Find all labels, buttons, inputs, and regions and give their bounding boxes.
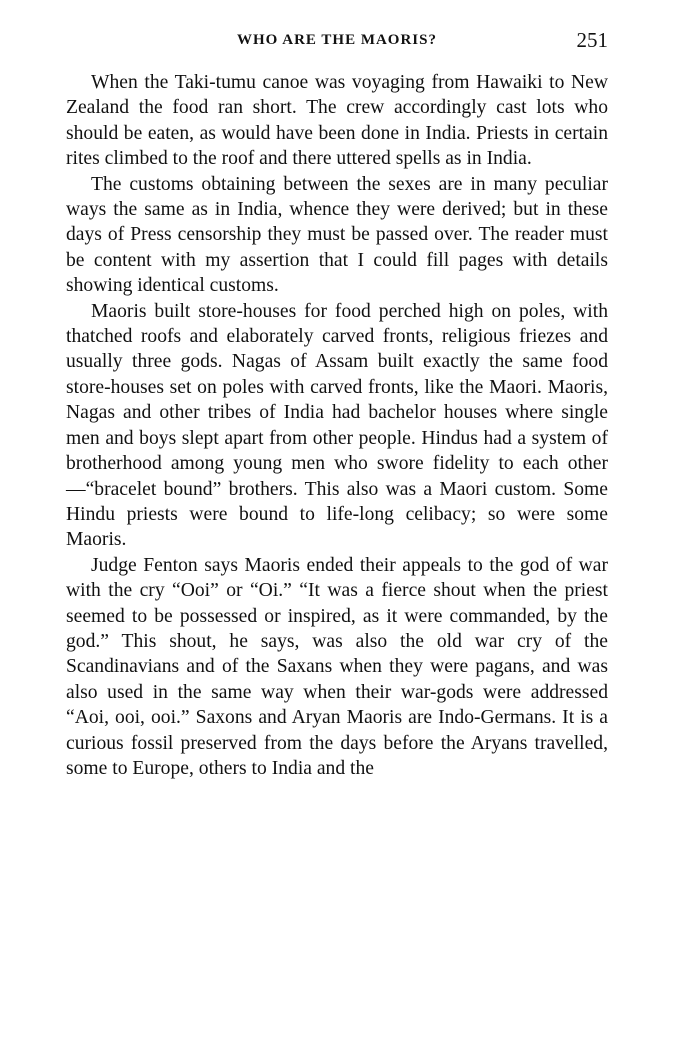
paragraph-taki-tumu: When the Taki-tumu canoe was voyaging from Hawaiki to New Zealand the food ran short. The crew accordingly cast lots who should be eaten, as would have been done in India. Priests in certain rites climbed to the roof and there uttered spells as in India. bbox=[66, 72, 608, 170]
paragraph-customs: The customs obtaining between the sexes are in many peculiar ways the same as in India, whence they were derived; but in these days of Press censorship they must be passed over. The reader must be content with my assertion that I could fill pages with details showing identical customs. bbox=[66, 173, 608, 297]
page-header bbox=[66, 28, 608, 60]
paragraph-war-cry: Judge Fenton says Maoris ended their appeals to the god of war with the cry “Ooi” or “Oi.” “It was a fierce shout when the priest seemed to be possessed or inspired, as it were commanded, by the god.” This shout, he says, was also the old war cry of the Scandinavians and of the Saxans when they were pagans, and was also used in the same way when their war-gods were addressed “Aoi, ooi, ooi.” Saxons and Aryan Maoris are Indo-Germans. It is a curious fossil preserved from the days before the Aryans travelled, some to Europe, others to India and the bbox=[66, 554, 608, 779]
page-number: 251 bbox=[576, 28, 608, 52]
paragraph-store-houses: Maoris built store-houses for food perched high on poles, with thatched roofs and elaborately carved fronts, religious friezes and usually three gods. Nagas of Assam built exactly the same food store-houses set on poles with carved fronts, like the Maori. Maoris, Nagas and other tribes of India had bachelor houses where single men and boys slept apart from other people. Hindus had a system of brotherhood among young men who swore fidelity to each other—“bracelet bound” brothers. This also was a Maori custom. Some Hindu priests were bound to life-long celibacy; so were some Maoris. bbox=[66, 300, 608, 551]
running-head: WHO ARE THE MAORIS? bbox=[236, 32, 437, 48]
book-page bbox=[66, 28, 608, 781]
body-text bbox=[66, 70, 608, 781]
